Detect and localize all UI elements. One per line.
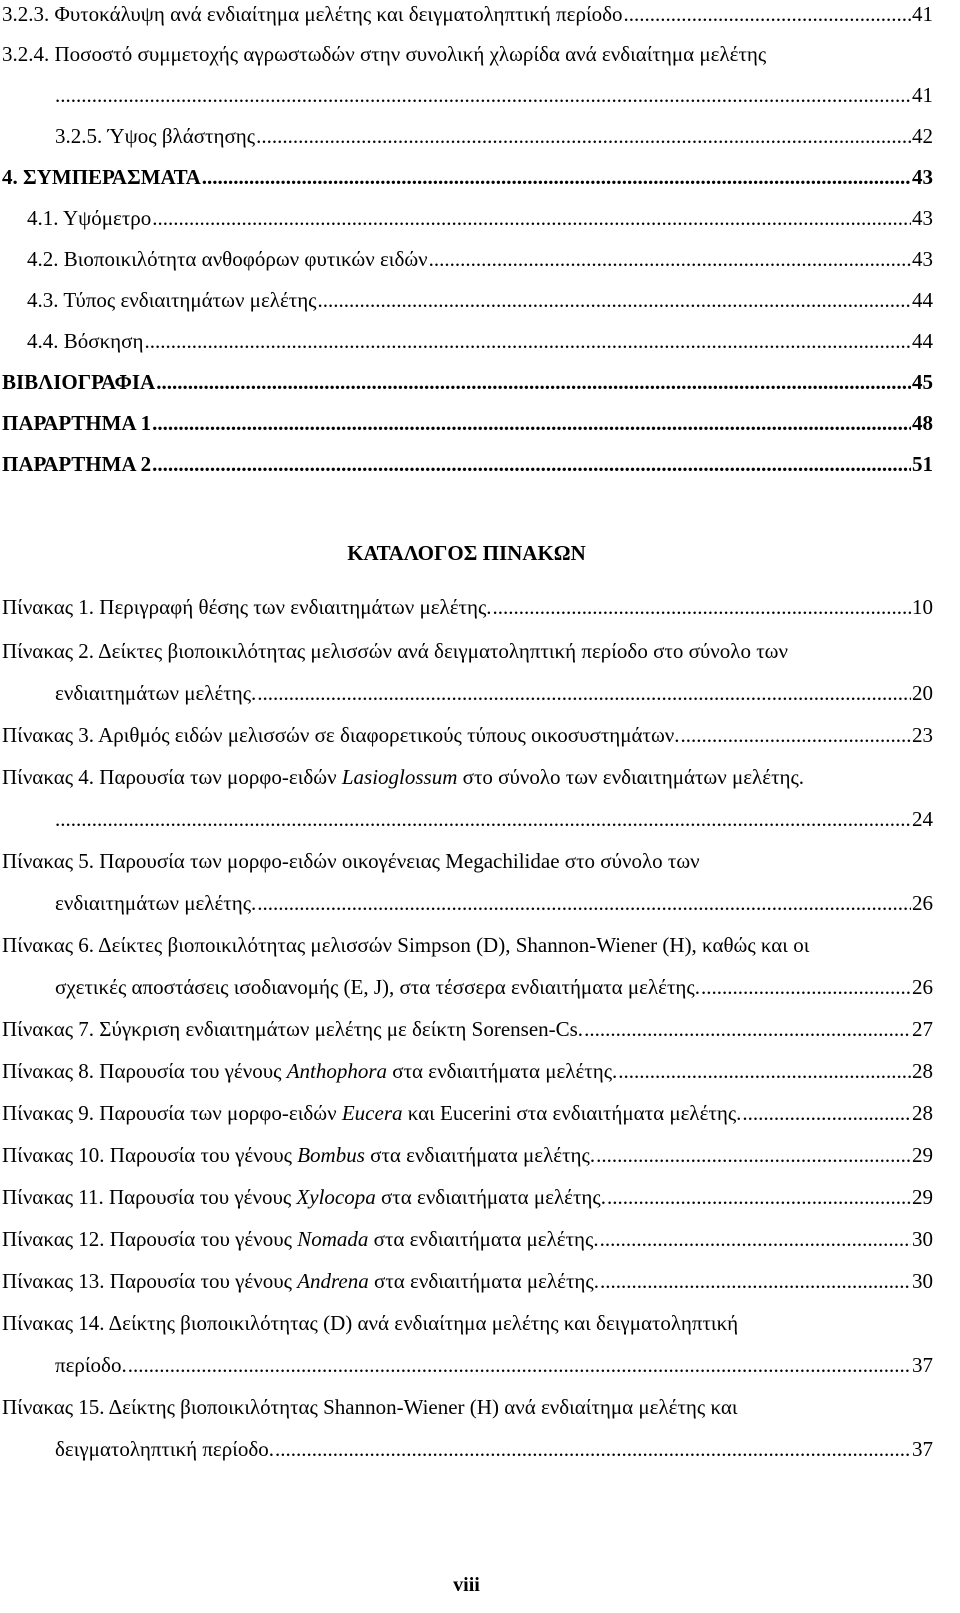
page-number: viii [453,1574,480,1596]
table-title: Παρουσία των μορφο-ειδών [99,1101,337,1125]
toc-entry-text: 3.2.5. Ύψος βλάστησης [55,124,256,148]
genus-name: Nomada [297,1227,369,1251]
dot-leader [493,592,911,622]
table-title-end: στα ενδιαιτήματα μελέτης. [380,1185,606,1209]
dot-leader [144,326,911,356]
table-label: Πίνακας 1. [2,595,95,619]
dot-leader [318,285,912,315]
table-title: Παρουσία των μορφο-ειδών οικογένειας Megachilidae στο σύνολο των [99,849,700,873]
toc-entry[interactable] [0,449,933,479]
dot-leader [128,1350,911,1380]
toc-entry-page: 41 [912,2,933,26]
table-title-cont: σχετικές αποστάσεις ισοδιανομής (E, J), στα τέσσερα ενδιαιτήματα μελέτης. [55,975,700,999]
table-page: 28 [912,1059,933,1083]
table-title-end: και Eucerini στα ενδιαιτήματα μελέτης. [407,1101,742,1125]
table-title-cont: ενδιαιτημάτων μελέτης. [55,681,257,705]
dot-leader [275,1434,911,1464]
table-page: 10 [912,595,933,619]
tables-heading: ΚΑΤΑΛΟΓΟΣ ΠΙΝΑΚΩΝ [347,541,586,565]
table-title-cont: ενδιαιτημάτων μελέτης. [55,891,257,915]
table-label: Πίνακας 4. [2,765,95,789]
toc-entry-page: 44 [912,329,933,353]
table-label: Πίνακας 7. [2,1017,95,1041]
toc-entry[interactable] [55,121,933,151]
toc-entry[interactable] [0,367,933,397]
genus-name: Lasioglossum [341,765,458,789]
table-entry[interactable] [0,1014,933,1044]
toc-entry-text: ΠΑΡΑΡΤΗΜΑ 1 [2,411,152,435]
dot-leader [55,804,911,834]
dot-leader [152,449,911,479]
toc-entry[interactable] [0,408,933,438]
table-title: Παρουσία του γένους [109,1269,292,1293]
table-page: 30 [912,1227,933,1251]
table-entry[interactable] [0,1224,933,1254]
table-entry-line[interactable] [2,930,809,960]
table-title-end: στα ενδιαιτήματα μελέτης. [374,1269,599,1293]
dot-leader [600,1224,911,1254]
table-label: Πίνακας 12. [2,1227,105,1251]
table-title: Παρουσία του γένους [109,1143,292,1167]
genus-name: Bombus [297,1143,365,1167]
dot-leader [152,203,911,233]
toc-entry-text: 4. ΣΥΜΠΕΡΑΣΜΑΤΑ [2,165,201,189]
table-title: Παρουσία του γένους [109,1185,292,1209]
toc-entry-text: 4.4. Βόσκηση [27,329,144,353]
dot-leader [256,121,911,151]
table-title-cont: δειγματοληπτική περίοδο. [55,1437,275,1461]
toc-entry[interactable] [0,162,933,192]
dot-leader [624,0,912,29]
toc-entry-text: 4.1. Υψόμετρο [27,206,152,230]
table-title: Παρουσία του γένους [109,1227,292,1251]
toc-entry-page: 43 [912,247,933,271]
table-label: Πίνακας 3. [2,723,95,747]
table-entry[interactable] [0,720,933,750]
toc-entry-text[interactable]: 3.2.4. Ποσοστό συμμετοχής αγρωστωδών στην συνολική χλωρίδα ανά ενδιαίτημα μελέτης [2,42,767,66]
table-title: Δείκτες βιοποικιλότητας μελισσών ανά δειγματοληπτική περίοδο στο σύνολο των [98,639,788,663]
table-title-end: στα ενδιαιτήματα μελέτης. [392,1059,618,1083]
dot-leader [742,1098,911,1128]
toc-entry[interactable] [27,326,933,356]
table-entry-line[interactable] [2,762,804,792]
toc-entry-page: 45 [912,370,933,394]
table-entry-line[interactable] [2,846,700,876]
table-title-end: στα ενδιαιτήματα μελέτης. [373,1227,599,1251]
table-title: Αριθμός ειδών μελισσών σε διαφορετικούς τύπους οικοσυστημάτων. [98,723,680,747]
table-entry-line[interactable] [2,1392,738,1422]
table-label: Πίνακας 14. [2,1311,105,1335]
table-entry[interactable] [0,1266,933,1296]
table-label: Πίνακας 8. [2,1059,95,1083]
toc-entry-page: 44 [912,288,933,312]
dot-leader [55,80,911,110]
table-label: Πίνακας 10. [2,1143,105,1167]
table-label: Πίνακας 5. [2,849,95,873]
dot-leader [429,244,911,274]
table-page: 37 [912,1353,933,1377]
dot-leader [202,162,911,192]
dot-leader [156,367,911,397]
dot-leader [257,888,911,918]
dot-leader [701,972,911,1002]
table-page: 30 [912,1269,933,1293]
toc-entry-text: ΠΑΡΑΡΤΗΜΑ 2 [2,452,152,476]
table-title: Περιγραφή θέσης των ενδιαιτημάτων μελέτης. [99,595,492,619]
table-entry[interactable] [55,1434,933,1464]
table-entry-line[interactable] [2,1308,738,1338]
toc-entry-page: 51 [912,452,933,476]
table-entry[interactable] [0,592,933,622]
toc-entry[interactable] [0,0,933,29]
table-page: 20 [912,681,933,705]
genus-name: Anthophora [286,1059,388,1083]
table-page: 28 [912,1101,933,1125]
genus-name: Eucera [341,1101,403,1125]
dot-leader [600,1266,911,1296]
table-entry[interactable] [55,1350,933,1380]
table-page: 26 [912,891,933,915]
toc-entry[interactable] [27,285,933,315]
table-page: 24 [912,807,933,831]
toc-entry-text: ΒΙΒΛΙΟΓΡΑΦΙΑ [2,370,156,394]
table-label: Πίνακας 15. [2,1395,105,1419]
table-entry[interactable] [55,972,933,1002]
table-title-end: στα ενδιαιτήματα μελέτης. [370,1143,596,1167]
toc-entry-page: 41 [912,83,933,107]
toc-entry-page: 43 [912,206,933,230]
toc-entry[interactable] [55,80,933,110]
dot-leader [584,1014,911,1044]
toc-entry-page: 42 [912,124,933,148]
table-entry-line[interactable] [2,636,788,666]
table-title-end: στο σύνολο των ενδιαιτημάτων μελέτης. [462,765,805,789]
table-title: Δείκτης βιοποικιλότητας Shannon-Wiener (H) ανά ενδιαίτημα μελέτης και [108,1395,738,1419]
table-entry[interactable] [0,1182,933,1212]
toc-entry-text: 3.2.3. Φυτοκάλυψη ανά ενδιαίτημα μελέτης και δειγματοληπτική περίοδο [2,2,623,26]
table-label: Πίνακας 2. [2,639,95,663]
toc-entry-text: 4.3. Τύπος ενδιαιτημάτων μελέτης [27,288,317,312]
dot-leader [607,1182,911,1212]
table-page: 29 [912,1185,933,1209]
table-entry[interactable] [0,1098,933,1128]
table-title: Δείκτης βιοποικιλότητας (D) ανά ενδιαίτημα μελέτης και δειγματοληπτική [108,1311,739,1335]
table-title: Παρουσία του γένους [99,1059,282,1083]
table-entry[interactable] [0,1140,933,1170]
genus-name: Andrena [297,1269,369,1293]
table-title: Δείκτες βιοποικιλότητας μελισσών Simpson (D), Shannon-Wiener (H), καθώς και οι [98,933,810,957]
toc-entry-text: 4.2. Βιοποικιλότητα ανθοφόρων φυτικών ειδών [27,247,428,271]
toc-entry[interactable] [27,203,933,233]
table-label: Πίνακας 9. [2,1101,95,1125]
dot-leader [152,408,911,438]
table-label: Πίνακας 11. [2,1185,104,1209]
table-title: Σύγκριση ενδιαιτημάτων μελέτης με δείκτη Sorensen-Cs. [99,1017,584,1041]
toc-entry-page: 43 [912,165,933,189]
dot-leader [681,720,911,750]
table-title-cont: περίοδο. [55,1353,127,1377]
table-label: Πίνακας 6. [2,933,95,957]
dot-leader [596,1140,911,1170]
toc-entry-page: 48 [912,411,933,435]
table-page: 26 [912,975,933,999]
table-page: 29 [912,1143,933,1167]
table-entry[interactable] [55,804,933,834]
dot-leader [618,1056,911,1086]
dot-leader [257,678,911,708]
table-entry[interactable] [55,888,933,918]
table-entry[interactable] [0,1056,933,1086]
table-page: 27 [912,1017,933,1041]
table-page: 37 [912,1437,933,1461]
table-label: Πίνακας 13. [2,1269,105,1293]
table-entry[interactable] [55,678,933,708]
table-page: 23 [912,723,933,747]
genus-name: Xylocopa [296,1185,376,1209]
table-title: Παρουσία των μορφο-ειδών [99,765,337,789]
toc-entry[interactable] [27,244,933,274]
